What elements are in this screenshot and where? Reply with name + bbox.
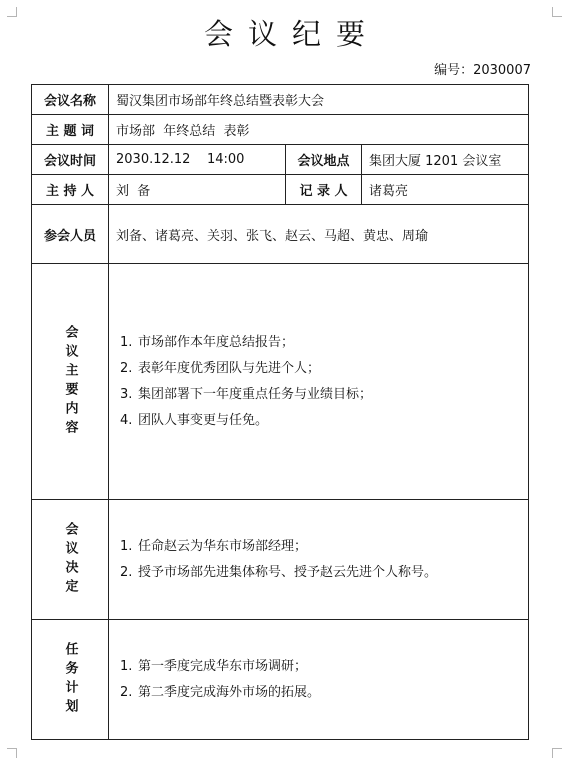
item-text: 集团部署下一年度重点任务与业绩目标； <box>138 386 373 402</box>
page-corner-mark <box>552 748 562 758</box>
list-item <box>120 680 521 706</box>
meeting-time-value: 2030.12.12 14:00 <box>109 145 286 175</box>
list-item <box>120 408 521 434</box>
recorder-value: 诸葛亮 <box>362 175 529 205</box>
table-row <box>32 115 529 145</box>
table-row <box>32 620 529 740</box>
item-number: 1. <box>120 538 133 554</box>
table-row <box>32 205 529 264</box>
table-row <box>32 85 529 115</box>
item-text: 任命赵云为华东市场部经理； <box>138 538 308 554</box>
main-content-list <box>116 330 521 434</box>
item-number: 2. <box>120 684 133 700</box>
task-plan-label: 任务计划 <box>62 641 78 718</box>
item-text: 授予市场部先进集体称号、授予赵云先进个人称号。 <box>138 564 438 580</box>
meeting-name-value: 蜀汉集团市场部年终总结暨表彰大会 <box>109 85 529 115</box>
list-item <box>120 534 521 560</box>
page-corner-mark <box>7 748 17 758</box>
attendees-value: 刘备、诸葛亮、关羽、张飞、赵云、马超、黄忠、周瑜 <box>109 205 529 264</box>
table-row <box>32 175 529 205</box>
item-text: 团队人事变更与任免。 <box>138 412 269 428</box>
host-label: 主 持 人 <box>32 175 109 205</box>
list-item <box>120 560 521 586</box>
item-text: 第二季度完成海外市场的拓展。 <box>138 684 321 700</box>
decisions-label: 会议决定 <box>62 521 78 598</box>
meeting-time-label: 会议时间 <box>32 145 109 175</box>
list-item <box>120 382 521 408</box>
list-item <box>120 330 521 356</box>
task-plan-list <box>116 654 521 706</box>
meeting-name-label: 会议名称 <box>32 85 109 115</box>
task-plan-cell <box>109 620 529 740</box>
item-number: 2. <box>120 564 133 580</box>
decisions-list <box>116 534 521 586</box>
item-number: 3. <box>120 386 133 402</box>
list-item <box>120 356 521 382</box>
table-row <box>32 264 529 500</box>
keywords-label: 主 题 词 <box>32 115 109 145</box>
item-text: 市场部作本年度总结报告； <box>138 334 295 350</box>
meeting-location-value: 集团大厦 1201 会议室 <box>362 145 529 175</box>
main-content-label-cell <box>32 264 109 500</box>
main-content-cell <box>109 264 529 500</box>
item-number: 4. <box>120 412 133 428</box>
item-number: 2. <box>120 360 133 376</box>
task-plan-label-cell <box>32 620 109 740</box>
item-text: 表彰年度优秀团队与先进个人； <box>138 360 321 376</box>
table-row <box>32 500 529 620</box>
document-number: 编号：2030007 <box>434 63 531 78</box>
host-value: 刘 备 <box>109 175 286 205</box>
table-row <box>32 145 529 175</box>
document-title: 会议纪要 <box>203 17 380 51</box>
decisions-label-cell <box>32 500 109 620</box>
attendees-label: 参会人员 <box>32 205 109 264</box>
item-text: 第一季度完成华东市场调研； <box>138 658 308 674</box>
decisions-cell <box>109 500 529 620</box>
main-content-label: 会议主要内容 <box>62 324 78 439</box>
list-item <box>120 654 521 680</box>
meeting-minutes-table <box>31 84 529 740</box>
meeting-location-label: 会议地点 <box>286 145 362 175</box>
item-number: 1. <box>120 334 133 350</box>
recorder-label: 记 录 人 <box>286 175 362 205</box>
keywords-value: 市场部 年终总结 表彰 <box>109 115 529 145</box>
item-number: 1. <box>120 658 133 674</box>
